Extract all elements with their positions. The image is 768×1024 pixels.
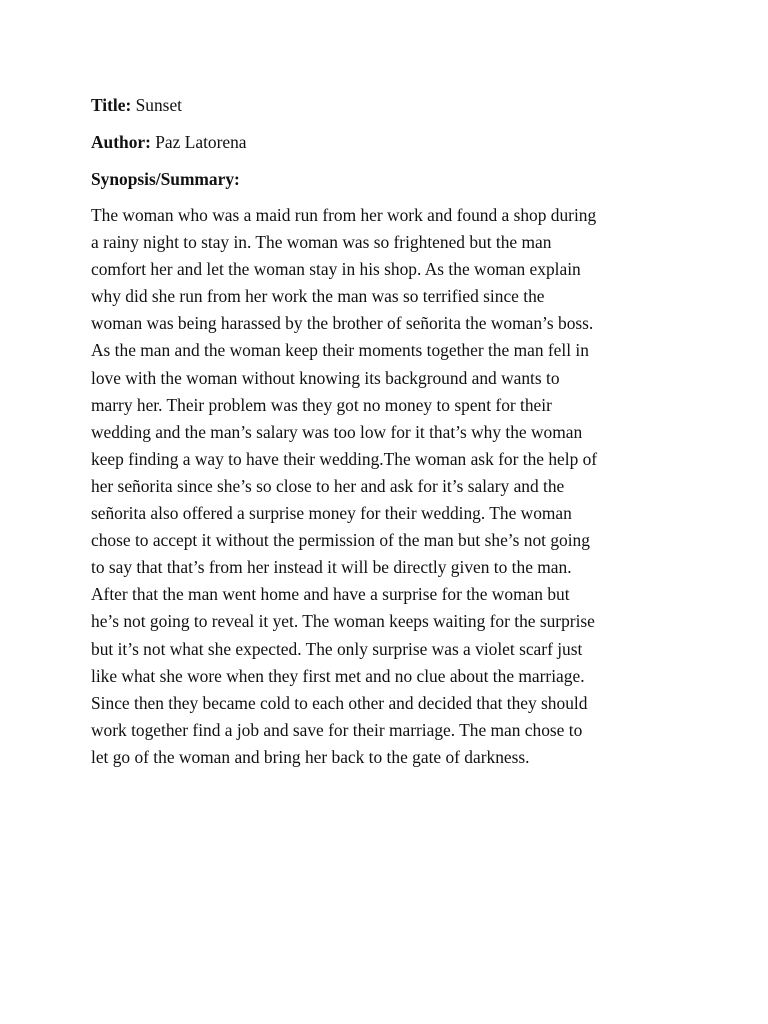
summary-line: let go of the woman and bring her back to the gate of darkness.: [91, 746, 530, 767]
document-content: [91, 92, 691, 771]
summary-line: señorita also offered a surprise money for their wedding. The woman: [91, 503, 572, 524]
summary-line: woman was being harassed by the brother of señorita the woman’s boss.: [91, 313, 594, 334]
author-field: [91, 129, 691, 156]
summary-line: Since then they became cold to each other and decided that they should: [91, 692, 588, 713]
summary-line: keep finding a way to have their wedding.The woman ask for the help of: [91, 448, 598, 469]
summary-line: but it’s not what she expected. The only surprise was a violet scarf just: [91, 638, 583, 659]
title-field: [91, 92, 691, 119]
summary-line: comfort her and let the woman stay in his shop. As the woman explain: [91, 259, 581, 280]
summary-line: wedding and the man’s salary was too low for it that’s why the woman: [91, 421, 583, 442]
summary-line: a rainy night to stay in. The woman was so frightened but the man: [91, 232, 552, 253]
summary-line: to say that that’s from her instead it will be directly given to the man.: [91, 557, 572, 578]
summary-line: like what she wore when they first met and no clue about the marriage.: [91, 665, 585, 686]
summary-line: he’s not going to reveal it yet. The woman keeps waiting for the surprise: [91, 611, 595, 632]
summary-line: After that the man went home and have a surprise for the woman but: [91, 584, 570, 605]
title-label: Title:: [91, 95, 132, 115]
synopsis-body: [91, 202, 691, 771]
summary-line: marry her. Their problem was they got no money to spent for their: [91, 394, 552, 415]
author-label: Author:: [91, 132, 151, 152]
synopsis-heading: [91, 166, 691, 193]
synopsis-label: Synopsis/Summary:: [91, 169, 240, 189]
title-value: Sunset: [135, 95, 182, 115]
summary-line: love with the woman without knowing its background and wants to: [91, 367, 560, 388]
author-value: Paz Latorena: [155, 132, 247, 152]
summary-line: work together find a job and save for their marriage. The man chose to: [91, 719, 583, 740]
summary-line: her señorita since she’s so close to her and ask for it’s salary and the: [91, 475, 565, 496]
summary-line: why did she run from her work the man was so terrified since the: [91, 286, 545, 307]
summary-line: As the man and the woman keep their moments together the man fell in: [91, 340, 589, 361]
summary-line: chose to accept it without the permission of the man but she’s not going: [91, 530, 590, 551]
summary-line: The woman who was a maid run from her work and found a shop during: [91, 205, 597, 225]
